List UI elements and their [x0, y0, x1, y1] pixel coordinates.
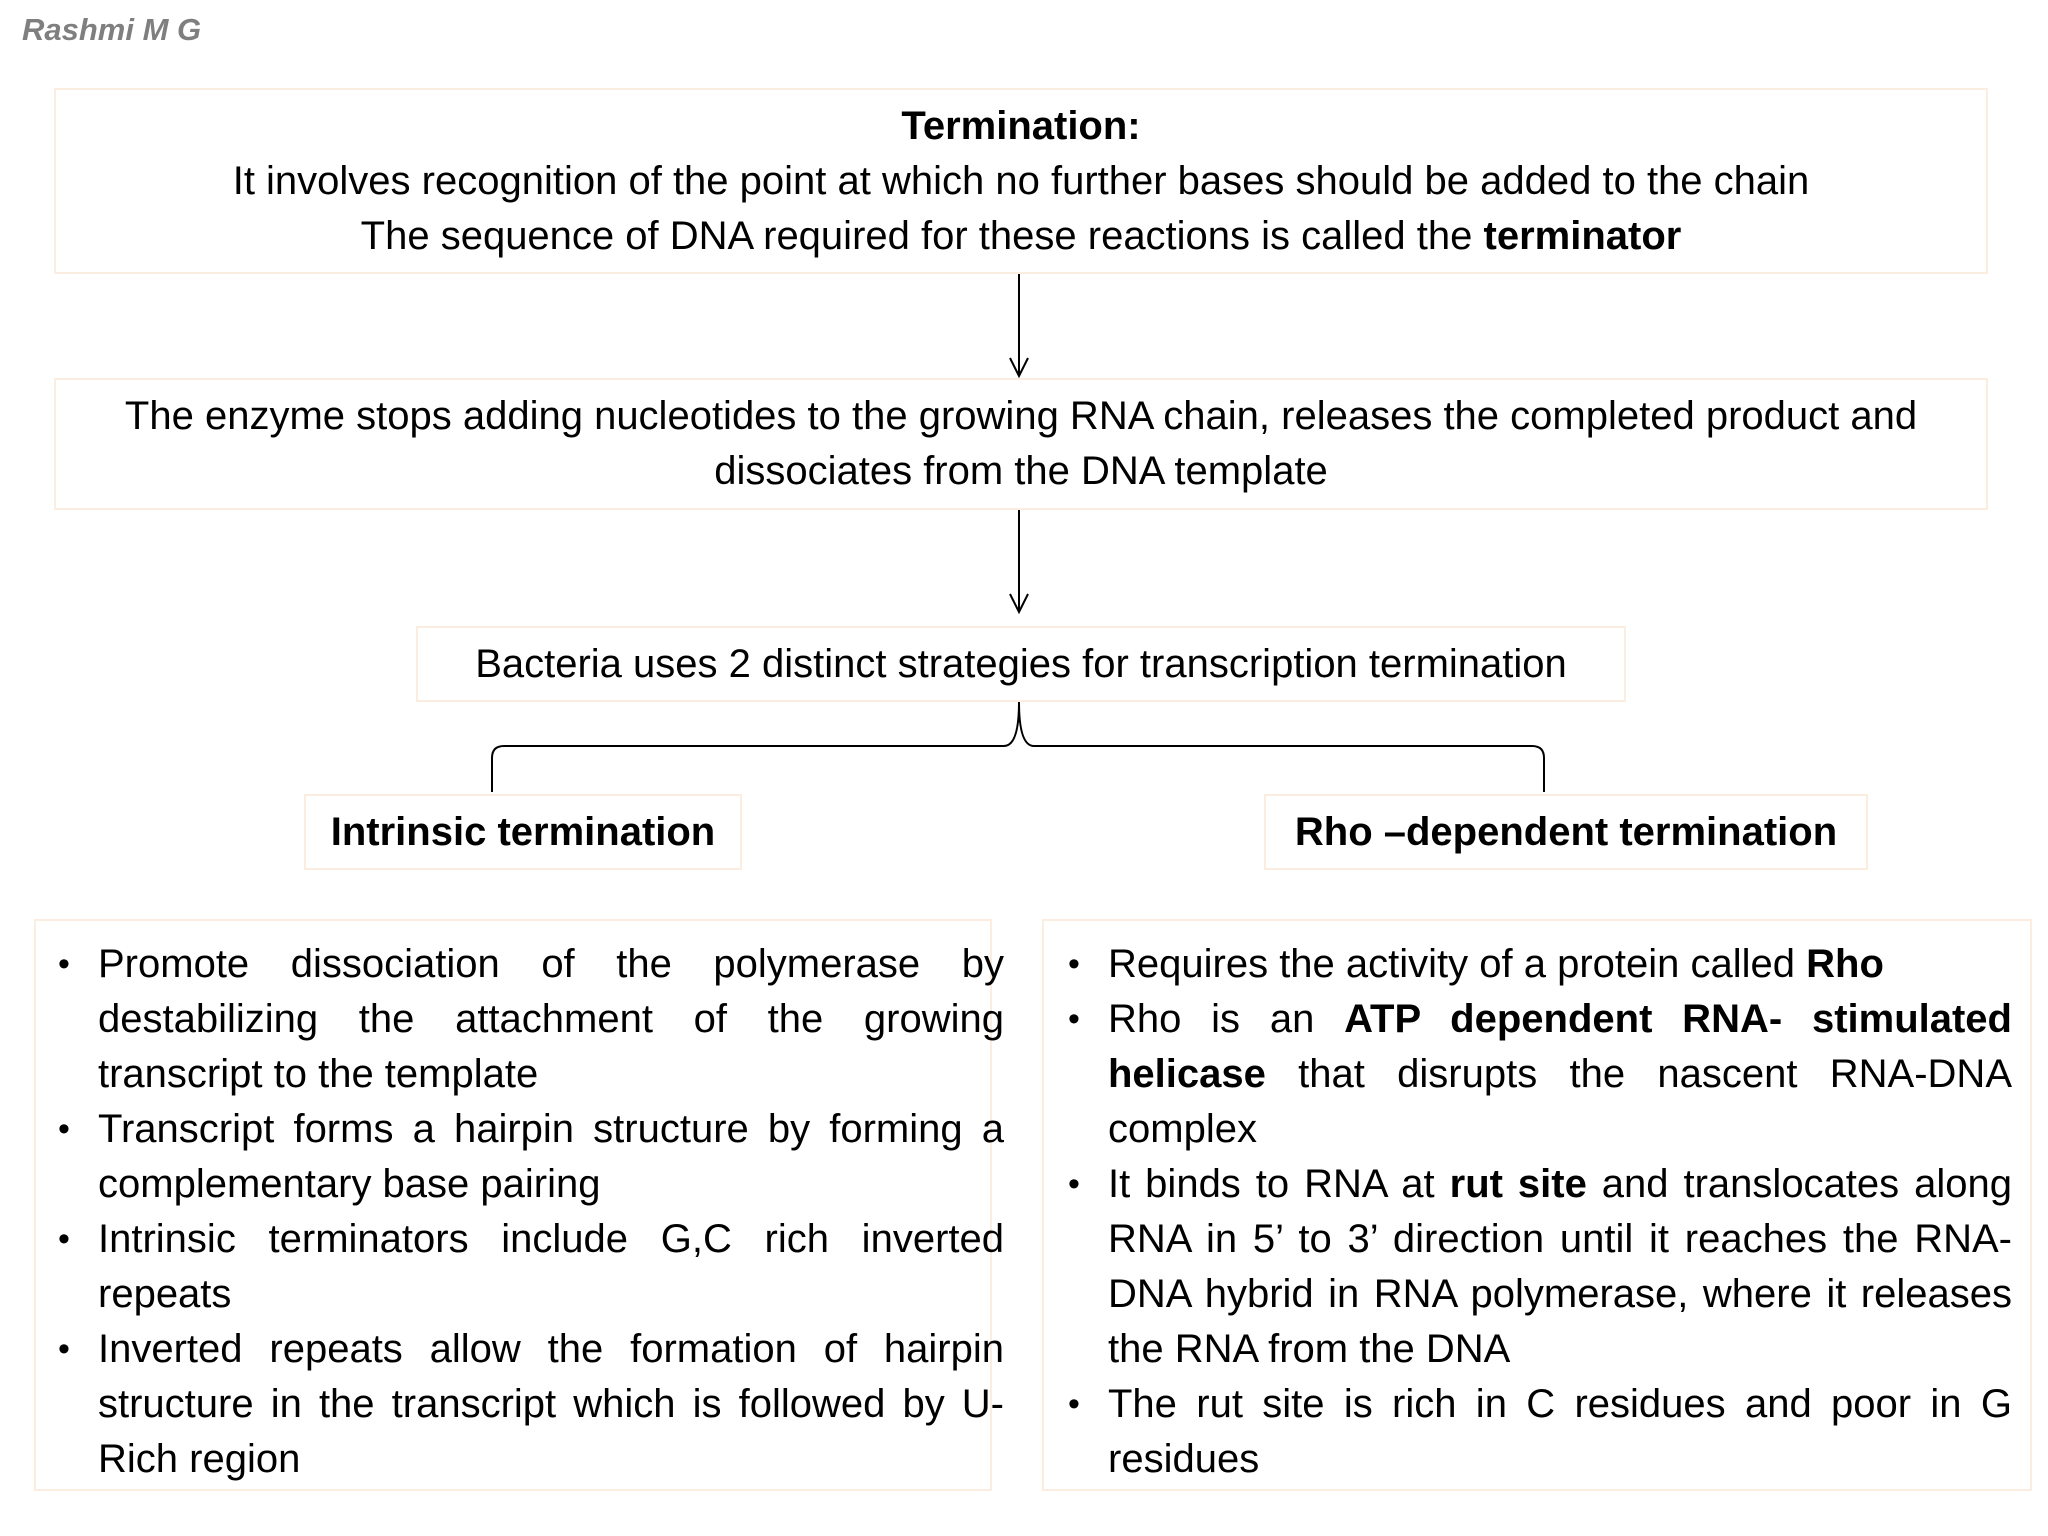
rho-bullet-1-text: Requires the activity of a protein called	[1108, 942, 1807, 986]
rut-site-term: rut site	[1449, 1162, 1587, 1206]
rho-bullet-3-prefix: It binds to RNA at	[1108, 1162, 1450, 1206]
termination-heading: Termination:	[901, 103, 1141, 148]
intrinsic-bullet-2: Transcript forms a hairpin structure by forming a complementary base pairing	[98, 1107, 1004, 1206]
arrow-2-head	[1010, 594, 1028, 612]
list-item	[58, 1322, 1004, 1487]
bullet-icon: •	[58, 945, 70, 983]
intrinsic-bullet-3: Intrinsic terminators include G,C rich inverted repeats	[98, 1217, 1004, 1316]
termination-box	[54, 88, 1988, 274]
termination-line-2	[361, 209, 1682, 264]
rho-title: Rho –dependent termination	[1294, 809, 1838, 854]
intrinsic-title: Intrinsic termination	[330, 809, 716, 854]
author-name: Rashmi M G	[22, 12, 202, 47]
rho-details-box	[1042, 919, 2032, 1491]
bullet-icon: •	[58, 1330, 70, 1368]
intrinsic-termination-box	[304, 794, 742, 870]
helicase-term: ATP dependent RNA- stimulated helicase	[1108, 997, 2012, 1096]
enzyme-text: The enzyme stops adding nucleotides to the growing RNA chain, releases the completed product and dissociates from the DNA template	[124, 394, 1918, 493]
bacteria-strategies-box	[416, 626, 1626, 702]
list-item	[1068, 1377, 2012, 1487]
intrinsic-details-box	[34, 919, 1004, 1491]
list-item	[1068, 1157, 2012, 1377]
bullet-icon: •	[1068, 1000, 1080, 1038]
bullet-icon: •	[1068, 1385, 1080, 1423]
enzyme-box	[54, 378, 1988, 510]
arrow-1-head	[1010, 358, 1028, 376]
list-item	[1068, 937, 2012, 992]
rho-bullet-4: The rut site is rich in C residues and poor in G residues	[1108, 1382, 2012, 1481]
intrinsic-bullet-1: Promote dissociation of the polymerase by destabilizing the attachment of the growing transcript to the template	[98, 942, 1004, 1096]
termination-line-2-text: The sequence of DNA required for these reactions is called the	[360, 213, 1484, 258]
rho-bullet-2-prefix: Rho is an	[1108, 997, 1345, 1041]
list-item	[58, 1102, 1004, 1212]
terminator-term: terminator	[1483, 213, 1682, 258]
curly-brace	[492, 702, 1544, 792]
bullet-icon: •	[1068, 1165, 1080, 1203]
rho-termination-box	[1264, 794, 1868, 870]
bullet-icon: •	[58, 1110, 70, 1148]
rho-bullet-list	[1068, 937, 2012, 1487]
intrinsic-bullet-list	[58, 937, 1004, 1487]
rho-bullet-2-suffix: that disrupts the nascent RNA-DNA complex	[1108, 1052, 2012, 1151]
list-item	[1068, 992, 2012, 1157]
bullet-icon: •	[1068, 945, 1080, 983]
rho-bullet-3-suffix: and translocates along RNA in 5’ to 3’ direction until it reaches the RNA-DNA hybrid in RNA polymerase, where it releases the RNA from the DNA	[1108, 1162, 2012, 1371]
intrinsic-bullet-4: Inverted repeats allow the formation of hairpin structure in the transcript which is followed by U- Rich region	[98, 1327, 1004, 1481]
rho-term: Rho	[1806, 942, 1884, 986]
bullet-icon: •	[58, 1220, 70, 1258]
list-item	[58, 937, 1004, 1102]
termination-line-1: It involves recognition of the point at which no further bases should be added to the chain	[232, 158, 1810, 203]
bacteria-text: Bacteria uses 2 distinct strategies for transcription termination	[475, 641, 1567, 686]
list-item	[58, 1212, 1004, 1322]
